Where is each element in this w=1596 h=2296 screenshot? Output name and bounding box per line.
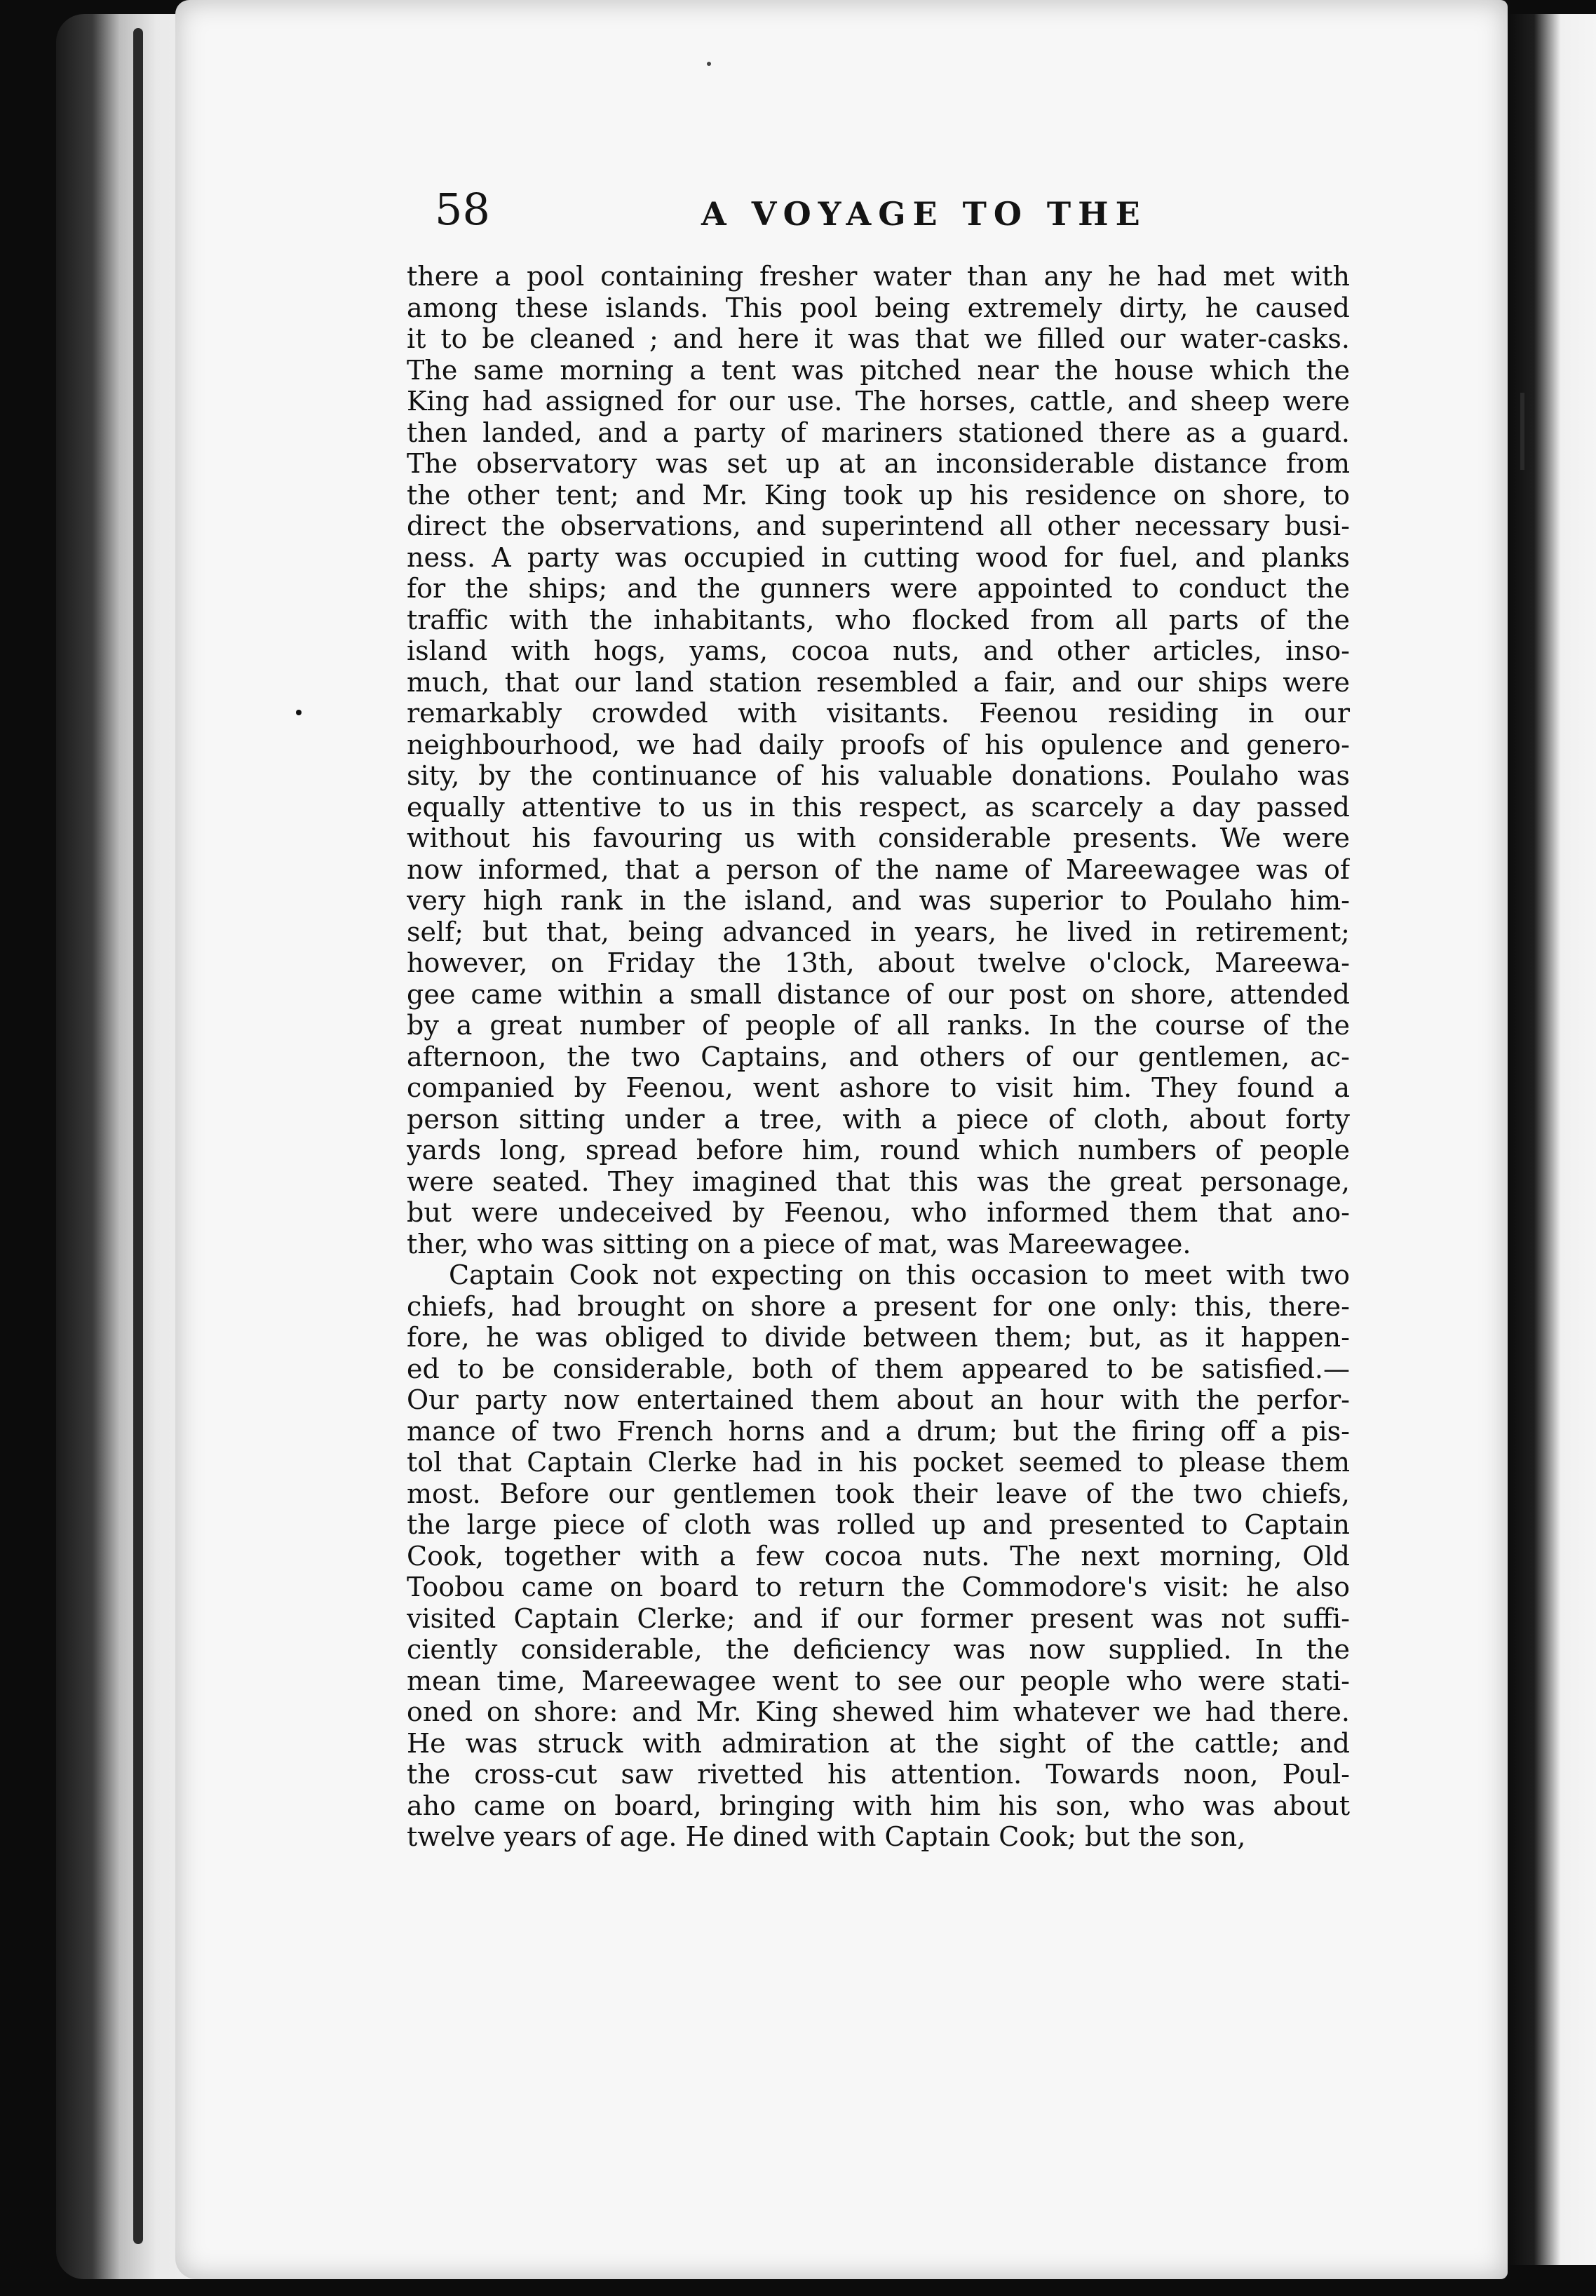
text-line: mean time, Mareewagee went to see our people who were stati- [407,1665,1350,1696]
text-line: the other tent; and Mr. King took up his residence on shore, to [407,479,1350,511]
facing-page-edge [1508,14,1596,2265]
text-line: but were undeceived by Feenou, who informed them that ano- [407,1197,1350,1228]
text-line: Captain Cook not expecting on this occasion to meet with two [449,1260,1350,1290]
body-text [407,261,1350,1853]
text-line: equally attentive to us in this respect, as scarcely a day passed [407,791,1350,823]
text-line: there a pool containing fresher water than any he had met with [407,261,1350,292]
text-line: without his favouring us with considerable presents. We were [407,823,1350,853]
running-head: A VOYAGE TO THE [701,195,1147,233]
text-line: self; but that, being advanced in years, he lived in retirement; [407,916,1350,947]
book-binding-shadow [133,28,143,2244]
text-line: chiefs, had brought on shore a present for one only: this, there- [407,1290,1350,1322]
text-line: by a great number of people of all ranks. In the course of the [407,1010,1350,1041]
text-line: direct the observations, and superintend all other necessary busi- [407,511,1350,541]
text-line: mance of two French horns and a drum; but the firing off a pis- [407,1415,1350,1447]
text-line: however, on Friday the 13th, about twelve o'clock, Mareewa- [407,947,1350,978]
text-line: yards long, spread before him, round which numbers of people [407,1135,1350,1166]
text-line: among these islands. This pool being extremely dirty, he caused [407,292,1350,323]
text-line: most. Before our gentlemen took their leave of the two chiefs, [407,1478,1350,1509]
text-line: visited Captain Clerke; and if our former present was not suffi- [407,1602,1350,1634]
text-line: now informed, that a person of the name of Mareewagee was of [407,853,1350,885]
text-line: Cook, together with a few cocoa nuts. The next morning, Old [407,1540,1350,1572]
text-line: remarkably crowded with visitants. Feenou residing in our [407,698,1350,729]
text-line: neighbourhood, we had daily proofs of his opulence and genero- [407,729,1350,760]
text-line: very high rank in the island, and was superior to Poulaho him- [407,885,1350,916]
ink-speck [296,710,302,715]
text-line: for the ships; and the gunners were appointed to conduct the [407,573,1350,604]
text-line: were seated. They imagined that this was the great personage, [407,1166,1350,1197]
text-line: island with hogs, yams, cocoa nuts, and other articles, inso- [407,635,1350,666]
text-line: aho came on board, bringing with him his son, who was about [407,1790,1350,1821]
text-line: it to be cleaned ; and here it was that we filled our water-casks. [407,323,1350,354]
ink-speck [707,62,711,66]
text-line: then landed, and a party of mariners stationed there as a guard. [407,417,1350,448]
text-line: ness. A party was occupied in cutting wood for fuel, and planks [407,541,1350,573]
text-line: He was struck with admiration at the sight of the cattle; and [407,1727,1350,1759]
text-line: Toobou came on board to return the Commodore's visit: he also [407,1572,1350,1602]
text-line: fore, he was obliged to divide between them; but, as it happen- [407,1322,1350,1353]
text-line: twelve years of age. He dined with Captain Cook; but the son, [407,1821,1246,1852]
text-line: afternoon, the two Captains, and others of our gentlemen, ac- [407,1041,1350,1072]
text-line: traffic with the inhabitants, who flocked from all parts of the [407,604,1350,635]
text-line: The same morning a tent was pitched near the house which the [407,354,1350,386]
text-line: ed to be considerable, both of them appeared to be satisfied.— [407,1353,1350,1384]
page-number: 58 [435,184,490,235]
text-line: gee came within a small distance of our post on shore, attended [407,978,1350,1010]
text-line: ciently considerable, the deficiency was now supplied. In the [407,1634,1350,1665]
text-line: The observatory was set up at an inconsiderable distance from [407,448,1350,479]
text-line: ther, who was sitting on a piece of mat, was Mareewagee. [407,1228,1191,1260]
text-line: oned on shore: and Mr. King shewed him whatever we had there. [407,1696,1350,1727]
text-line: sity, by the continuance of his valuable donations. Poulaho was [407,760,1350,791]
text-line: tol that Captain Clerke had in his pocket seemed to please them [407,1447,1350,1478]
facing-page-mark [1520,393,1524,470]
text-line: companied by Feenou, went ashore to visit him. They found a [407,1072,1350,1103]
text-line: the cross-cut saw rivetted his attention. Towards noon, Poul- [407,1759,1350,1790]
text-line: Our party now entertained them about an hour with the perfor- [407,1384,1350,1415]
text-line: the large piece of cloth was rolled up and presented to Captain [407,1509,1350,1540]
text-line: much, that our land station resembled a fair, and our ships were [407,666,1350,698]
text-line: King had assigned for our use. The horses, cattle, and sheep were [407,386,1350,417]
text-line: person sitting under a tree, with a piece of cloth, about forty [407,1103,1350,1135]
page-header [435,184,1346,254]
